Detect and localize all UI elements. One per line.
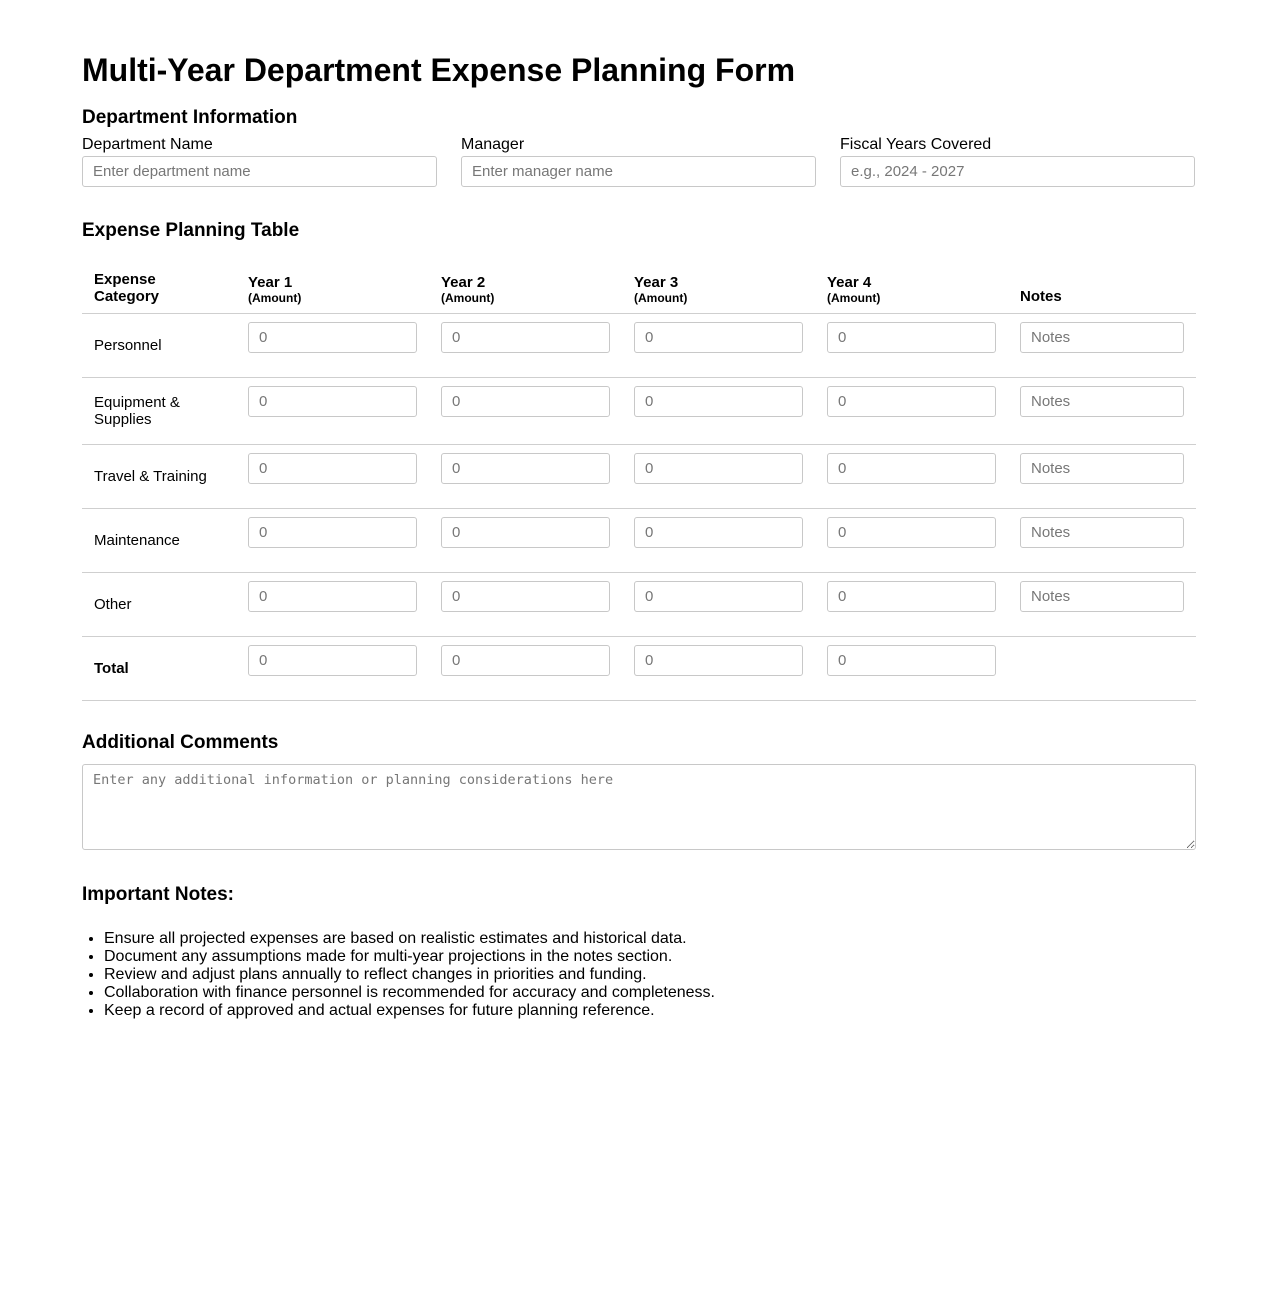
year-3-column-header bbox=[622, 265, 815, 314]
fiscal-years-input[interactable] bbox=[840, 156, 1195, 187]
equipment-year-3-input[interactable] bbox=[634, 386, 803, 417]
cell-other-year-2 bbox=[429, 573, 622, 637]
total-year-1-input[interactable] bbox=[248, 645, 417, 676]
maintenance-year-3-input[interactable] bbox=[634, 517, 803, 548]
cell-travel-year-3 bbox=[622, 445, 815, 509]
cell-total-year-2 bbox=[429, 637, 622, 701]
year-2-sublabel: (Amount) bbox=[441, 291, 495, 305]
table-row-other bbox=[82, 573, 1196, 637]
fiscal-years-field bbox=[840, 136, 1195, 187]
cell-personnel-notes bbox=[1008, 314, 1196, 378]
expense-table-heading: Expense Planning Table bbox=[82, 220, 300, 241]
cell-maintenance-year-2 bbox=[429, 509, 622, 573]
cell-personnel-year-4 bbox=[815, 314, 1008, 378]
year-3-label: Year 3 bbox=[634, 274, 679, 291]
cell-maintenance-year-4 bbox=[815, 509, 1008, 573]
personnel-year-2-input[interactable] bbox=[441, 322, 610, 353]
other-year-3-input[interactable] bbox=[634, 581, 803, 612]
table-row-travel bbox=[82, 445, 1196, 509]
travel-year-1-input[interactable] bbox=[248, 453, 417, 484]
personnel-year-1-input[interactable] bbox=[248, 322, 417, 353]
cell-total-year-4 bbox=[815, 637, 1008, 701]
equipment-notes-input[interactable] bbox=[1020, 386, 1184, 417]
expense-table bbox=[82, 265, 1196, 701]
other-year-2-input[interactable] bbox=[441, 581, 610, 612]
cell-equipment-year-1 bbox=[236, 378, 429, 445]
cell-other-year-3 bbox=[622, 573, 815, 637]
table-row-total bbox=[82, 637, 1196, 701]
total-year-4-input[interactable] bbox=[827, 645, 996, 676]
total-year-2-input[interactable] bbox=[441, 645, 610, 676]
manager-field bbox=[461, 136, 816, 187]
cell-maintenance-year-3 bbox=[622, 509, 815, 573]
maintenance-year-1-input[interactable] bbox=[248, 517, 417, 548]
cell-total-year-3 bbox=[622, 637, 815, 701]
category-label-other: Other bbox=[82, 573, 236, 637]
department-info-fields bbox=[82, 136, 1196, 187]
additional-comments-heading: Additional Comments bbox=[82, 732, 279, 753]
year-1-column-header bbox=[236, 265, 429, 314]
maintenance-year-2-input[interactable] bbox=[441, 517, 610, 548]
table-header-row bbox=[82, 265, 1196, 314]
other-notes-input[interactable] bbox=[1020, 581, 1184, 612]
list-item: • Keep a record of approved and actual expenses for future planning reference. bbox=[104, 1002, 1196, 1020]
travel-year-4-input[interactable] bbox=[827, 453, 996, 484]
department-name-field bbox=[82, 136, 437, 187]
manager-label: Manager bbox=[461, 136, 525, 153]
travel-year-2-input[interactable] bbox=[441, 453, 610, 484]
category-column-header: Expense Category bbox=[82, 265, 236, 314]
travel-year-3-input[interactable] bbox=[634, 453, 803, 484]
year-1-sublabel: (Amount) bbox=[248, 291, 302, 305]
category-label-travel: Travel & Training bbox=[82, 445, 236, 509]
table-row-personnel bbox=[82, 314, 1196, 378]
travel-notes-input[interactable] bbox=[1020, 453, 1184, 484]
total-year-3-input[interactable] bbox=[634, 645, 803, 676]
additional-comments-textarea[interactable] bbox=[82, 764, 1196, 850]
other-year-4-input[interactable] bbox=[827, 581, 996, 612]
cell-maintenance-year-1 bbox=[236, 509, 429, 573]
cell-travel-year-4 bbox=[815, 445, 1008, 509]
equipment-year-4-input[interactable] bbox=[827, 386, 996, 417]
maintenance-notes-input[interactable] bbox=[1020, 517, 1184, 548]
cell-travel-notes bbox=[1008, 445, 1196, 509]
list-item: • Review and adjust plans annually to reflect changes in priorities and funding. bbox=[104, 966, 1196, 984]
cell-other-year-1 bbox=[236, 573, 429, 637]
cell-personnel-year-2 bbox=[429, 314, 622, 378]
maintenance-year-4-input[interactable] bbox=[827, 517, 996, 548]
year-2-label: Year 2 bbox=[441, 274, 486, 291]
personnel-year-4-input[interactable] bbox=[827, 322, 996, 353]
cell-equipment-year-4 bbox=[815, 378, 1008, 445]
cell-total-notes-empty bbox=[1008, 637, 1196, 701]
personnel-year-3-input[interactable] bbox=[634, 322, 803, 353]
manager-input[interactable] bbox=[461, 156, 816, 187]
cell-travel-year-2 bbox=[429, 445, 622, 509]
equipment-year-1-input[interactable] bbox=[248, 386, 417, 417]
important-notes-heading: Important Notes: bbox=[82, 884, 234, 905]
cell-personnel-year-1 bbox=[236, 314, 429, 378]
cell-equipment-year-2 bbox=[429, 378, 622, 445]
notes-column-header: Notes bbox=[1008, 265, 1196, 314]
year-4-sublabel: (Amount) bbox=[827, 291, 881, 305]
cell-other-notes bbox=[1008, 573, 1196, 637]
year-2-column-header bbox=[429, 265, 622, 314]
year-1-label: Year 1 bbox=[248, 274, 293, 291]
cell-equipment-year-3 bbox=[622, 378, 815, 445]
category-label-personnel: Personnel bbox=[82, 314, 236, 378]
year-3-sublabel: (Amount) bbox=[634, 291, 688, 305]
cell-personnel-year-3 bbox=[622, 314, 815, 378]
table-row-equipment bbox=[82, 378, 1196, 445]
table-row-maintenance bbox=[82, 509, 1196, 573]
important-notes-list bbox=[82, 930, 1196, 1020]
list-item: • Document any assumptions made for multi-year projections in the notes section. bbox=[104, 948, 1196, 966]
department-info-heading: Department Information bbox=[82, 107, 298, 128]
category-label-equipment: Equipment & Supplies bbox=[82, 378, 236, 445]
year-4-column-header bbox=[815, 265, 1008, 314]
total-label: Total bbox=[82, 637, 236, 701]
department-name-input[interactable] bbox=[82, 156, 437, 187]
cell-other-year-4 bbox=[815, 573, 1008, 637]
department-name-label: Department Name bbox=[82, 136, 213, 153]
cell-total-year-1 bbox=[236, 637, 429, 701]
fiscal-years-label: Fiscal Years Covered bbox=[840, 136, 992, 153]
other-year-1-input[interactable] bbox=[248, 581, 417, 612]
year-4-label: Year 4 bbox=[827, 274, 872, 291]
cell-travel-year-1 bbox=[236, 445, 429, 509]
list-item: • Ensure all projected expenses are based on realistic estimates and historical data. bbox=[104, 930, 1196, 948]
list-item: • Collaboration with finance personnel is recommended for accuracy and completeness. bbox=[104, 984, 1196, 1002]
page-title: Multi-Year Department Expense Planning Form bbox=[82, 52, 796, 88]
cell-equipment-notes bbox=[1008, 378, 1196, 445]
equipment-year-2-input[interactable] bbox=[441, 386, 610, 417]
cell-maintenance-notes bbox=[1008, 509, 1196, 573]
personnel-notes-input[interactable] bbox=[1020, 322, 1184, 353]
category-label-maintenance: Maintenance bbox=[82, 509, 236, 573]
expense-planning-form bbox=[82, 0, 1196, 1020]
